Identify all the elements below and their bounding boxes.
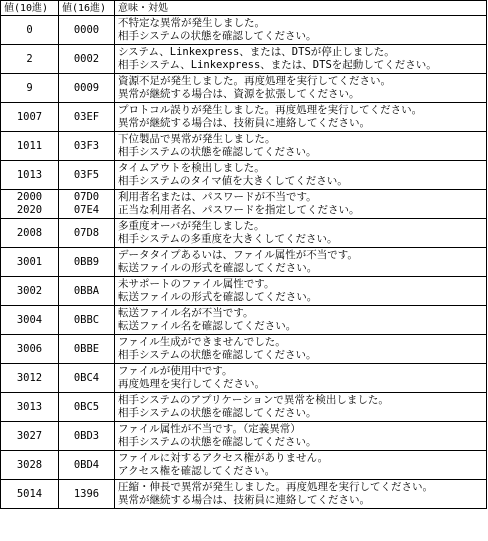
meaning-cell	[115, 422, 487, 451]
meaning-cell-line: 相手システムのアプリケーションで異常を検出しました。	[118, 394, 389, 406]
hex-value-cell-line: 0BBE	[73, 342, 100, 355]
meaning-cell	[115, 219, 487, 248]
table-row	[1, 335, 487, 364]
hex-value-cell-line: 0BC5	[73, 400, 100, 413]
table-row	[1, 306, 487, 335]
meaning-cell-line: 相手システムの多重度を大きくしてください。	[118, 233, 338, 245]
decimal-value-cell-line: 0	[26, 23, 33, 36]
meaning-cell-line: 相手システムの状態を確認してください。	[118, 349, 317, 361]
meaning-cell-line: 相手システム、Linkexpress、または、DTSを起動してください。	[118, 59, 437, 71]
hex-value-cell	[59, 393, 115, 422]
hex-value-cell-line: 0000	[73, 23, 100, 36]
hex-value-cell	[59, 480, 115, 509]
table-row	[1, 132, 487, 161]
hex-value-cell	[59, 451, 115, 480]
meaning-cell-line: ファイルが使用中です。	[118, 365, 233, 377]
hex-value-cell-line: 0BB9	[73, 255, 100, 268]
table-row	[1, 422, 487, 451]
meaning-cell-line: 正当な利用者名、パスワードを指定してください。	[118, 204, 360, 216]
decimal-value-cell	[1, 45, 59, 74]
hex-value-cell-line: 0002	[73, 52, 100, 65]
meaning-cell	[115, 103, 487, 132]
hex-value-cell-line: 07E4	[73, 204, 100, 216]
hex-value-cell	[59, 306, 115, 335]
table-body	[1, 16, 487, 509]
hex-value-cell	[59, 219, 115, 248]
meaning-cell	[115, 16, 487, 45]
decimal-value-cell-line: 2008	[16, 226, 43, 239]
decimal-value-cell	[1, 74, 59, 103]
meaning-cell-line: 転送ファイル名を確認してください。	[118, 320, 297, 332]
meaning-cell-line: アクセス権を確認してください。	[118, 465, 276, 477]
hex-value-cell	[59, 45, 115, 74]
hex-value-cell	[59, 422, 115, 451]
meaning-cell-line: 相手システムの状態を確認してください。	[118, 436, 317, 448]
header-meaning: 意味・対処	[115, 1, 487, 16]
decimal-value-cell	[1, 364, 59, 393]
decimal-value-cell	[1, 132, 59, 161]
meaning-cell-line: 転送ファイルの形式を確認してください。	[118, 262, 318, 274]
table-row	[1, 190, 487, 219]
hex-value-cell-line: 0BC4	[73, 371, 100, 384]
meaning-cell-line: ファイルに対するアクセス権がありません。	[118, 452, 329, 464]
table-row	[1, 161, 487, 190]
decimal-value-cell	[1, 480, 59, 509]
meaning-cell	[115, 161, 487, 190]
meaning-cell	[115, 132, 487, 161]
decimal-value-cell-line: 2	[26, 52, 33, 65]
decimal-value-cell-line: 3002	[16, 284, 43, 297]
decimal-value-cell	[1, 393, 59, 422]
decimal-value-cell	[1, 190, 59, 219]
meaning-cell-line: プロトコル誤りが発生しました。再度処理を実行してください。	[118, 104, 423, 116]
hex-value-cell-line: 07D8	[73, 226, 100, 239]
decimal-value-cell	[1, 306, 59, 335]
meaning-cell-line: 再度処理を実行してください。	[118, 378, 265, 390]
meaning-cell-line: 多重度オーバが発生しました。	[118, 220, 265, 232]
decimal-value-cell	[1, 248, 59, 277]
meaning-cell-line: ファイル属性が不当です。（定義異常）	[118, 423, 301, 435]
meaning-cell	[115, 451, 487, 480]
hex-value-cell	[59, 161, 115, 190]
meaning-cell-line: 相手システムの状態を確認してください。	[118, 146, 317, 158]
meaning-cell-line: データタイプあるいは、ファイル属性が不当です。	[118, 249, 358, 261]
decimal-value-cell-line: 2020	[16, 204, 43, 216]
meaning-cell	[115, 190, 487, 219]
decimal-value-cell	[1, 103, 59, 132]
decimal-value-cell	[1, 277, 59, 306]
decimal-value-cell	[1, 335, 59, 364]
table-row	[1, 103, 487, 132]
meaning-cell-line: 不特定な異常が発生しました。	[118, 17, 265, 29]
hex-value-cell	[59, 74, 115, 103]
table-row	[1, 364, 487, 393]
table-row	[1, 219, 487, 248]
hex-value-cell	[59, 132, 115, 161]
meaning-cell-line: 利用者名または、パスワードが不当です。	[118, 191, 317, 203]
meaning-cell-line: 相手システムの状態を確認してください。	[118, 407, 317, 419]
table-row	[1, 393, 487, 422]
meaning-cell-line: 異常が継続する場合は、技術員に連絡してください。	[118, 494, 370, 506]
meaning-cell-line: 異常が継続する場合は、技術員に連絡してください。	[118, 117, 370, 129]
decimal-value-cell	[1, 16, 59, 45]
hex-value-cell	[59, 103, 115, 132]
hex-value-cell	[59, 335, 115, 364]
hex-value-cell-line: 0BD3	[73, 429, 100, 442]
decimal-value-cell-line: 3004	[16, 313, 43, 326]
decimal-value-cell-line: 2000	[16, 191, 43, 203]
meaning-cell	[115, 480, 487, 509]
table-row	[1, 74, 487, 103]
meaning-cell	[115, 335, 487, 364]
decimal-value-cell-line: 9	[26, 81, 33, 94]
hex-value-cell-line: 0BBC	[73, 313, 100, 326]
meaning-cell-line: 相手システムのタイマ値を大きくしてください。	[118, 175, 348, 187]
hex-value-cell-line: 0BBA	[73, 284, 100, 297]
decimal-value-cell-line: 3028	[16, 458, 43, 471]
hex-value-cell-line: 07D0	[73, 191, 100, 203]
table-row	[1, 451, 487, 480]
hex-value-cell-line: 03F5	[73, 168, 100, 181]
decimal-value-cell-line: 1013	[16, 168, 43, 181]
meaning-cell	[115, 248, 487, 277]
table-row	[1, 480, 487, 509]
meaning-cell-line: 転送ファイルの形式を確認してください。	[118, 291, 318, 303]
hex-value-cell	[59, 277, 115, 306]
hex-value-cell-line: 03F3	[73, 139, 100, 152]
header-row	[1, 1, 487, 16]
meaning-cell-line: 圧縮・伸長で異常が発生しました。再度処理を実行してください。	[118, 481, 433, 493]
meaning-cell-line: 相手システムの状態を確認してください。	[118, 30, 317, 42]
meaning-cell	[115, 393, 487, 422]
table-row	[1, 277, 487, 306]
hex-value-cell	[59, 190, 115, 219]
meaning-cell	[115, 277, 487, 306]
decimal-value-cell-line: 1011	[16, 139, 43, 152]
meaning-cell-line: システム、Linkexpress、または、DTSが停止しました。	[118, 46, 395, 58]
decimal-value-cell-line: 5014	[16, 487, 43, 500]
decimal-value-cell-line: 1007	[16, 110, 43, 123]
decimal-value-cell	[1, 422, 59, 451]
hex-value-cell-line: 03EF	[73, 110, 100, 123]
meaning-cell-line: タイムアウトを検出しました。	[118, 162, 265, 174]
table-row	[1, 16, 487, 45]
decimal-value-cell-line: 3001	[16, 255, 43, 268]
meaning-cell	[115, 74, 487, 103]
meaning-cell	[115, 306, 487, 335]
decimal-value-cell-line: 3006	[16, 342, 43, 355]
meaning-cell-line: ファイル生成ができませんでした。	[118, 336, 286, 348]
decimal-value-cell	[1, 161, 59, 190]
meaning-cell	[115, 45, 487, 74]
table-row	[1, 45, 487, 74]
hex-value-cell	[59, 248, 115, 277]
decimal-value-cell-line: 3013	[16, 400, 43, 413]
header-decimal: 値(10進)	[1, 1, 59, 16]
hex-value-cell-line: 1396	[73, 487, 100, 500]
decimal-value-cell-line: 3012	[16, 371, 43, 384]
hex-value-cell	[59, 16, 115, 45]
hex-value-cell-line: 0BD4	[73, 458, 100, 471]
header-hex: 値(16進)	[59, 1, 115, 16]
meaning-cell-line: 異常が継続する場合は、資源を拡張してください。	[118, 88, 360, 100]
meaning-cell-line: 未サポートのファイル属性です。	[118, 278, 275, 290]
decimal-value-cell	[1, 219, 59, 248]
meaning-cell-line: 下位製品で異常が発生しました。	[118, 133, 276, 145]
hex-value-cell	[59, 364, 115, 393]
meaning-cell	[115, 364, 487, 393]
decimal-value-cell-line: 3027	[16, 429, 43, 442]
table-row	[1, 248, 487, 277]
hex-value-cell-line: 0009	[73, 81, 100, 94]
decimal-value-cell	[1, 451, 59, 480]
meaning-cell-line: 転送ファイル名が不当です。	[118, 307, 254, 319]
meaning-cell-line: 資源不足が発生しました。再度処理を実行してください。	[118, 75, 391, 87]
